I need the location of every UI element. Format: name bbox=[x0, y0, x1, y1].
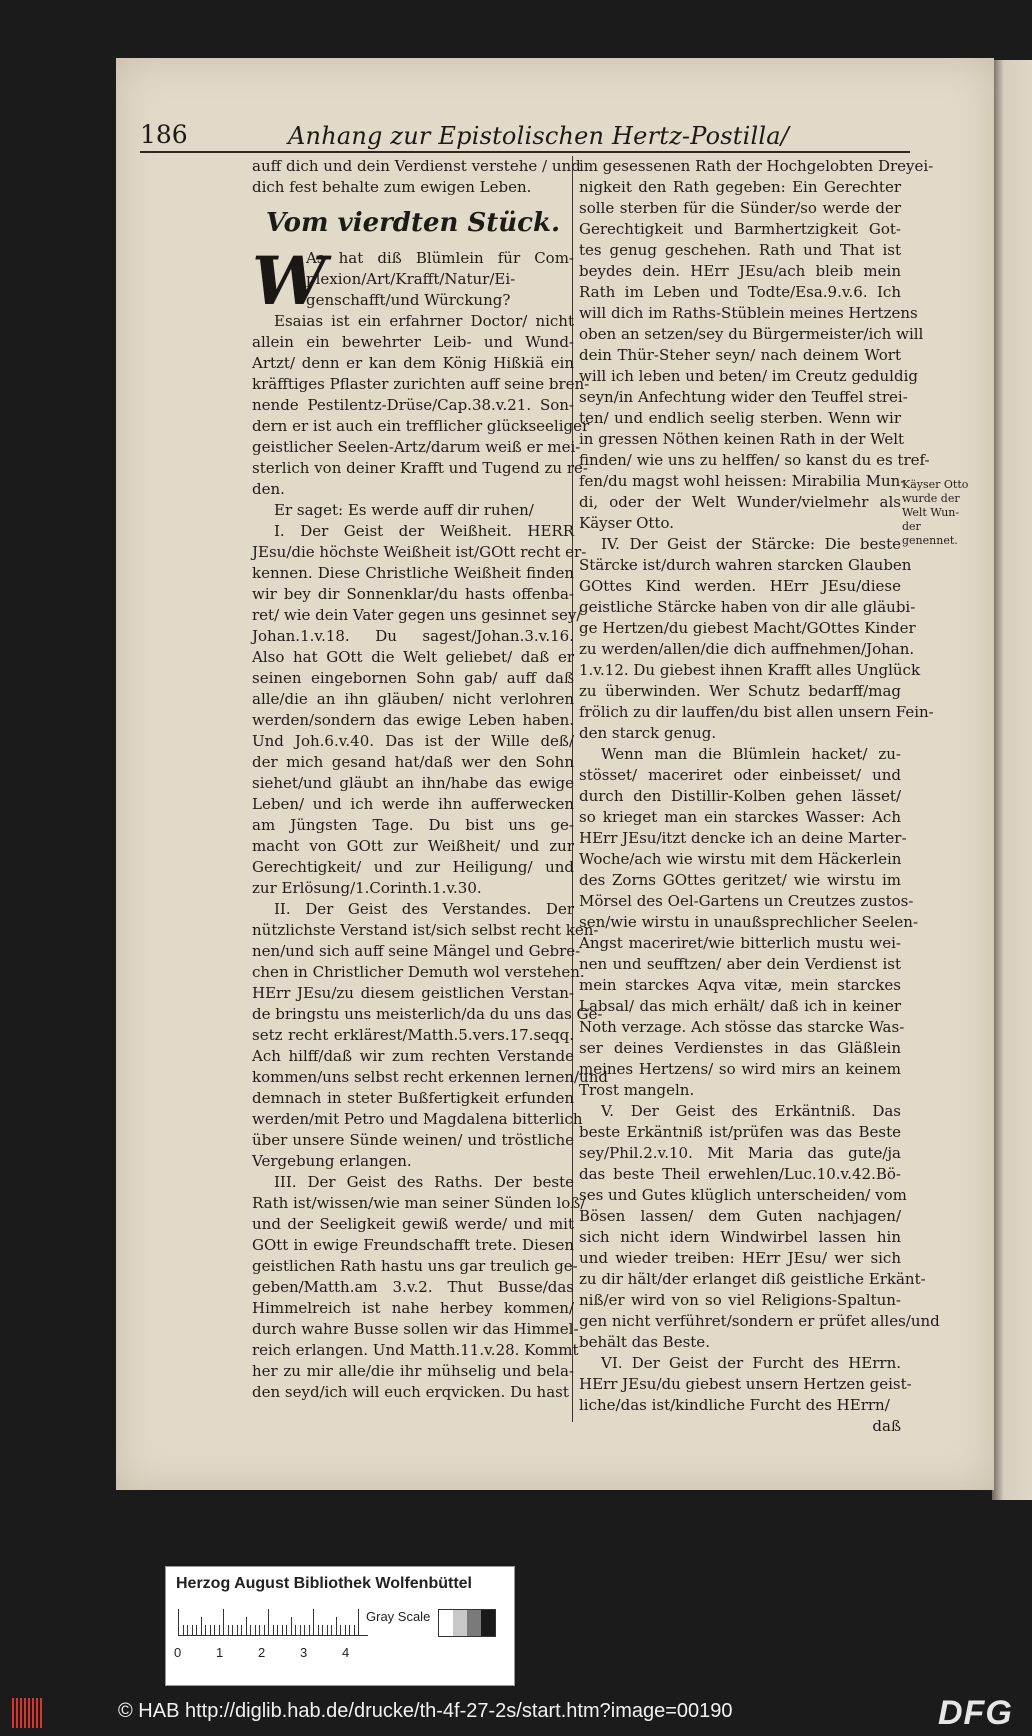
text-line: in gressen Nöthen keinen Rath in der Welt bbox=[579, 430, 905, 448]
library-name: Herzog August Bibliothek Wolfenbüttel bbox=[176, 1575, 472, 1592]
text-line: nigkeit den Rath gegeben: Ein Gerechter bbox=[579, 178, 901, 196]
text-line: Johan.1.v.18. Du sagest/Johan.3.v.16. bbox=[252, 627, 574, 645]
text-line: am Jüngsten Tage. Du bist uns ge- bbox=[252, 816, 574, 834]
text-line: beydes dein. HErr JEsu/ach bleib mein bbox=[579, 262, 901, 280]
text-line: allein ein bewehrter Leib- und Wund- bbox=[252, 333, 574, 351]
text-line: seyn/in Anfechtung wider den Teuffel strei- bbox=[579, 388, 908, 406]
scale-baseline bbox=[178, 1635, 368, 1636]
text-line: Vergebung erlangen. bbox=[252, 1152, 412, 1170]
text-line: As hat diß Blümlein für Com- bbox=[306, 249, 574, 267]
text-line: GOttes Kind werden. HErr JEsu/diese bbox=[579, 577, 901, 595]
scale-tick bbox=[291, 1617, 292, 1635]
text-line: Gerechtigkeit und Barmhertzigkeit Got- bbox=[579, 220, 901, 238]
viewer-footer bbox=[0, 1690, 1024, 1736]
text-line: Rath ist/wissen/wie man seiner Sünden loß/ bbox=[252, 1194, 586, 1212]
scale-tick bbox=[282, 1625, 283, 1635]
text-line: her zu mir alle/die ihr mühselig und bela- bbox=[252, 1362, 574, 1380]
text-line: ret/ wie dein Vater gegen uns gesinnet sey/ bbox=[252, 606, 582, 624]
scale-tick bbox=[178, 1609, 179, 1635]
text-line: gen nicht verführet/sondern er prüfet alles/und bbox=[579, 1312, 940, 1330]
text-line: Rath im Leben und Todte/Esa.9.v.6. Ich bbox=[579, 283, 901, 301]
catchword: daß bbox=[872, 1417, 901, 1435]
text-line: geistlicher Seelen-Artz/darum weiß er mei- bbox=[252, 438, 581, 456]
text-line: nen/und sich auff seine Mängel und Gebre- bbox=[252, 942, 581, 960]
text-line: so krieget man ein starckes Wasser: Ach bbox=[579, 808, 901, 826]
scale-tick bbox=[309, 1625, 310, 1635]
text-line: V. Der Geist des Erkäntniß. Das bbox=[601, 1102, 901, 1120]
text-line: sen/wie wirstu in unaußsprechlicher Seelen- bbox=[579, 913, 919, 931]
centimeter-scale bbox=[178, 1609, 378, 1635]
text-line: mein starckes Aqva vitæ, mein starckes bbox=[579, 976, 901, 994]
text-line: zu dir hält/der erlanget diß geistliche Erkänt- bbox=[579, 1270, 926, 1288]
scale-tick bbox=[331, 1625, 332, 1635]
scale-number: 3 bbox=[300, 1645, 308, 1660]
header-rule bbox=[140, 151, 910, 153]
page-header bbox=[140, 120, 910, 154]
text-line: seinen eingebornen Sohn gab/ auff daß bbox=[252, 669, 574, 687]
text-line: wir bey dir Sonnenklar/du hasts offenba- bbox=[252, 585, 574, 603]
scale-tick bbox=[219, 1625, 220, 1635]
text-line: Und Joh.6.v.40. Das ist der Wille deß/ bbox=[252, 732, 574, 750]
scale-tick bbox=[250, 1625, 251, 1635]
text-line: beste Erkäntniß ist/prüfen was das Beste bbox=[579, 1123, 901, 1141]
gray-swatch bbox=[453, 1610, 467, 1636]
text-line: III. Der Geist des Raths. Der beste bbox=[274, 1173, 574, 1191]
scale-tick bbox=[237, 1625, 238, 1635]
text-line: genschafft/und Würckung? bbox=[306, 291, 511, 309]
scale-tick bbox=[327, 1625, 328, 1635]
text-line: kommen/uns selbst recht erkennen lernen/und bbox=[252, 1068, 608, 1086]
text-line: Esaias ist ein erfahrner Doctor/ nicht bbox=[274, 312, 574, 330]
text-line: ser deines Verdienstes in das Gläßlein bbox=[579, 1039, 901, 1057]
text-line: finden/ wie uns zu helffen/ so kanst du es tref- bbox=[579, 451, 930, 469]
scale-tick bbox=[232, 1625, 233, 1635]
text-line: plexion/Art/Krafft/Natur/Ei- bbox=[306, 270, 516, 288]
text-line: geistliche Stärcke haben von dir alle gläubi- bbox=[579, 598, 916, 616]
scale-tick bbox=[196, 1625, 197, 1635]
page-number: 186 bbox=[140, 120, 188, 149]
text-line: I. Der Geist der Weißheit. HERR bbox=[274, 522, 574, 540]
left-column bbox=[252, 156, 608, 1403]
scale-tick bbox=[277, 1625, 278, 1635]
text-line: zur Erlösung/1.Corinth.1.v.30. bbox=[252, 879, 482, 897]
text-line: ten/ und endlich seelig sterben. Wenn wir bbox=[579, 409, 901, 427]
text-line: des Zorns GOttes geritzet/ wie wirstu im bbox=[579, 871, 901, 889]
scale-tick bbox=[358, 1609, 359, 1635]
dfg-logo: DFG bbox=[938, 1694, 1013, 1732]
scale-tick bbox=[223, 1609, 224, 1635]
text-line: dich fest behalte zum ewigen Leben. bbox=[252, 178, 532, 196]
text-line: sey/Phil.2.v.10. Mit Maria das gute/ja bbox=[579, 1144, 901, 1162]
text-line: GOtt in ewige Freundschafft trete. Diesen bbox=[252, 1236, 574, 1254]
text-line: setz recht erklärest/Matth.5.vers.17.seqq. bbox=[252, 1026, 574, 1044]
text-line: VI. Der Geist der Furcht des HErrn. bbox=[601, 1354, 901, 1372]
text-line: Ach hilff/daß wir zum rechten Verstande bbox=[252, 1047, 574, 1065]
text-line: de bringstu uns meisterlich/da du uns das Ge- bbox=[252, 1005, 603, 1023]
text-line: und der Seeligkeit gewiß werde/ und mit bbox=[252, 1215, 574, 1233]
scale-tick bbox=[318, 1625, 319, 1635]
scale-tick bbox=[268, 1609, 269, 1635]
text-line: durch den Distillir-Kolben gehen lässet/ bbox=[579, 787, 901, 805]
text-line: fen/du magst wohl heissen: Mirabilia Mun- bbox=[579, 472, 906, 490]
scale-tick bbox=[241, 1625, 242, 1635]
text-line: werden/sondern das ewige Leben haben. bbox=[252, 711, 574, 729]
text-line: siehet/und gläubt an ihn/habe das ewige bbox=[252, 774, 574, 792]
text-line: Artzt/ denn er kan dem König Hißkiä ein bbox=[252, 354, 574, 372]
scale-number: 0 bbox=[174, 1645, 182, 1660]
text-line: geistlichen Rath hastu uns gar treulich ge- bbox=[252, 1257, 578, 1275]
text-line: HErr JEsu/zu diesem geistlichen Verstan- bbox=[252, 984, 574, 1002]
text-line: chen in Christlicher Demuth wol verstehen. bbox=[252, 963, 585, 981]
text-line: reich erlangen. Und Matth.11.v.28. Kommt bbox=[252, 1341, 579, 1359]
gray-scale-label: Gray Scale bbox=[366, 1609, 431, 1624]
scale-tick bbox=[205, 1625, 206, 1635]
scale-tick bbox=[246, 1617, 247, 1635]
text-line: 1.v.12. Du giebest ihnen Krafft alles Unglück bbox=[579, 661, 921, 679]
section-heading: Vom vierdten Stück. bbox=[265, 208, 561, 238]
scale-tick bbox=[273, 1625, 274, 1635]
text-line: Noth verzage. Ach stösse das starcke Was- bbox=[579, 1018, 905, 1036]
left-body-lines bbox=[252, 311, 608, 1403]
scale-tick bbox=[187, 1625, 188, 1635]
text-line: alle/die an ihn gläuben/ nicht verlohren bbox=[252, 690, 574, 708]
text-line: nen und seufftzen/ aber dein Verdienst ist bbox=[579, 955, 901, 973]
scale-tick bbox=[300, 1625, 301, 1635]
text-line: sterlich von deiner Krafft und Tugend zu re- bbox=[252, 459, 588, 477]
scale-tick bbox=[313, 1609, 314, 1635]
scale-tick bbox=[304, 1625, 305, 1635]
text-line: durch wahre Busse sollen wir das Himmel- bbox=[252, 1320, 579, 1338]
text-line: will dich im Raths-Stüblein meines Hertzens bbox=[579, 304, 918, 322]
text-line: ses und Gutes klüglich unterscheiden/ vom bbox=[579, 1186, 907, 1204]
scale-tick bbox=[286, 1625, 287, 1635]
scale-tick bbox=[349, 1625, 350, 1635]
text-line: ge Hertzen/du giebest Macht/GOttes Kinder bbox=[579, 619, 916, 637]
dropcap-paragraph bbox=[252, 242, 574, 320]
text-line: den starck genug. bbox=[579, 724, 717, 742]
text-line: Stärcke ist/durch wahren starcken Glauben bbox=[579, 556, 912, 574]
text-line: im gesessenen Rath der Hochgelobten Dreyei- bbox=[579, 157, 934, 175]
text-line: liche/das ist/kindliche Furcht des HErrn/ bbox=[579, 1396, 890, 1414]
scale-tick bbox=[255, 1625, 256, 1635]
text-line: niß/er wird von so viel Religions-Spaltun- bbox=[579, 1291, 901, 1309]
text-line: macht von GOtt zur Weißheit/ und zur bbox=[252, 837, 574, 855]
text-line: meines Hertzens/ so wird mirs an keinem bbox=[579, 1060, 901, 1078]
text-line: werden/mit Petro und Magdalena bitterlich bbox=[252, 1110, 583, 1128]
text-line: Woche/ach wie wirstu mit dem Häckerlein bbox=[579, 850, 902, 868]
text-line: über unsere Sünde weinen/ und tröstliche bbox=[252, 1131, 574, 1149]
text-line: den. bbox=[252, 480, 285, 498]
scale-tick bbox=[336, 1617, 337, 1635]
scale-tick bbox=[210, 1625, 211, 1635]
scale-number: 2 bbox=[258, 1645, 266, 1660]
scale-tick bbox=[214, 1625, 215, 1635]
text-line: nende Pestilentz-Drüse/Cap.38.v.21. Son- bbox=[252, 396, 574, 414]
text-line: Labsal/ das mich erhält/ daß ich in keiner bbox=[579, 997, 901, 1015]
text-line: zu werden/allen/die dich auffnehmen/Johan. bbox=[579, 640, 915, 658]
text-line: auff dich und dein Verdienst verstehe / und bbox=[252, 157, 581, 175]
hab-logo-icon bbox=[12, 1698, 44, 1728]
text-line: und wieder treiben: HErr JEsu/ wer sich bbox=[579, 1249, 901, 1267]
gray-scale-swatches bbox=[438, 1609, 496, 1637]
text-line: demnach in steter Bußfertigkeit erfunden bbox=[252, 1089, 574, 1107]
scale-tick bbox=[295, 1625, 296, 1635]
scale-tick bbox=[201, 1617, 202, 1635]
text-line: JEsu/die höchste Weißheit ist/GOtt recht er- bbox=[252, 543, 587, 561]
text-line: Er saget: Es werde auff dir ruhen/ bbox=[274, 501, 534, 519]
gray-swatch bbox=[439, 1610, 453, 1636]
text-line: Himmelreich ist nahe herbey kommen/ bbox=[252, 1299, 574, 1317]
left-top-lines bbox=[252, 156, 581, 198]
text-line: Leben/ und ich werde ihn aufferwecken bbox=[252, 795, 574, 813]
text-line: Wenn man die Blümlein hacket/ zu- bbox=[601, 745, 901, 763]
text-line: kennen. Diese Christliche Weißheit finden bbox=[252, 564, 574, 582]
text-line: frölich zu dir lauffen/du bist allen unsern Fein- bbox=[579, 703, 934, 721]
text-line: dern er ist auch ein trefflicher glückseeliger bbox=[252, 417, 590, 435]
gray-swatch bbox=[467, 1610, 481, 1636]
text-line: sich nicht idern Windwirbel lassen hin bbox=[579, 1228, 901, 1246]
scale-number: 1 bbox=[216, 1645, 224, 1660]
color-calibration-card bbox=[165, 1566, 515, 1686]
text-line: den seyd/ich will euch erqvicken. Du hast bbox=[252, 1383, 569, 1401]
scale-tick bbox=[354, 1625, 355, 1635]
text-line: tes genug geschehen. Rath und That ist bbox=[579, 241, 901, 259]
scale-tick bbox=[264, 1625, 265, 1635]
text-line: HErr JEsu/itzt dencke ich an deine Marter- bbox=[579, 829, 907, 847]
scale-tick bbox=[228, 1625, 229, 1635]
scale-tick bbox=[322, 1625, 323, 1635]
text-line: oben an setzen/sey du Bürgermeister/ich will bbox=[579, 325, 924, 343]
text-line: Trost mangeln. bbox=[579, 1081, 695, 1099]
text-line: behält das Beste. bbox=[579, 1333, 710, 1351]
text-line: Angst maceriret/wie bitterlich mustu wei- bbox=[579, 934, 901, 952]
margin-note: Käyser Otto wurde der Welt Wun-der genennet. bbox=[902, 478, 969, 547]
gray-swatch bbox=[481, 1610, 495, 1636]
scale-tick bbox=[259, 1625, 260, 1635]
drop-cap: W bbox=[252, 242, 327, 320]
scale-number: 4 bbox=[342, 1645, 350, 1660]
text-line: Also hat GOtt die Welt geliebet/ daß er bbox=[252, 648, 574, 666]
text-line: Gerechtigkeit/ und zur Heiligung/ und bbox=[252, 858, 574, 876]
text-line: nützlichste Verstand ist/sich selbst recht ken- bbox=[252, 921, 599, 939]
scale-tick bbox=[183, 1625, 184, 1635]
text-line: der mich gesand hat/daß wer den Sohn bbox=[252, 753, 574, 771]
running-title: Anhang zur Epistolischen Hertz-Postilla/ bbox=[288, 122, 790, 150]
scale-tick bbox=[340, 1625, 341, 1635]
text-line: stösset/ maceriret oder einbeisset/ und bbox=[579, 766, 901, 784]
text-line: zu überwinden. Wer Schutz bedarff/mag bbox=[579, 682, 901, 700]
text-line: geben/Matth.am 3.v.2. Thut Busse/das bbox=[252, 1278, 574, 1296]
text-line: II. Der Geist des Verstandes. Der bbox=[274, 900, 574, 918]
text-line: HErr JEsu/du giebest unsern Hertzen geist- bbox=[579, 1375, 912, 1393]
text-line: Käyser Otto. bbox=[579, 514, 675, 532]
text-line: Mörsel des Oel-Gartens un Creutzes zustos- bbox=[579, 892, 914, 910]
text-line: dein Thür-Steher seyn/ nach deinem Wort bbox=[579, 346, 901, 364]
facing-page-edge bbox=[992, 60, 1032, 1500]
text-line: Bösen lassen/ dem Guten nachjagen/ bbox=[579, 1207, 901, 1225]
text-line: IV. Der Geist der Stärcke: Die beste bbox=[601, 535, 901, 553]
text-line: das beste Theil erwehlen/Luc.10.v.42.Bö- bbox=[579, 1165, 901, 1183]
text-line: solle sterben für die Sünder/so werde der bbox=[579, 199, 901, 217]
scale-tick bbox=[192, 1625, 193, 1635]
text-line: kräfftiges Pflaster zurichten auff seine bren- bbox=[252, 375, 590, 393]
copyright-url[interactable]: © HAB http://diglib.hab.de/drucke/th-4f-27-2s/start.htm?image=00190 bbox=[118, 1700, 733, 1722]
scale-tick bbox=[345, 1625, 346, 1635]
text-line: di, oder der Welt Wunder/vielmehr als bbox=[579, 493, 901, 511]
text-line: will ich leben und beten/ im Creutz geduldig bbox=[579, 367, 918, 385]
